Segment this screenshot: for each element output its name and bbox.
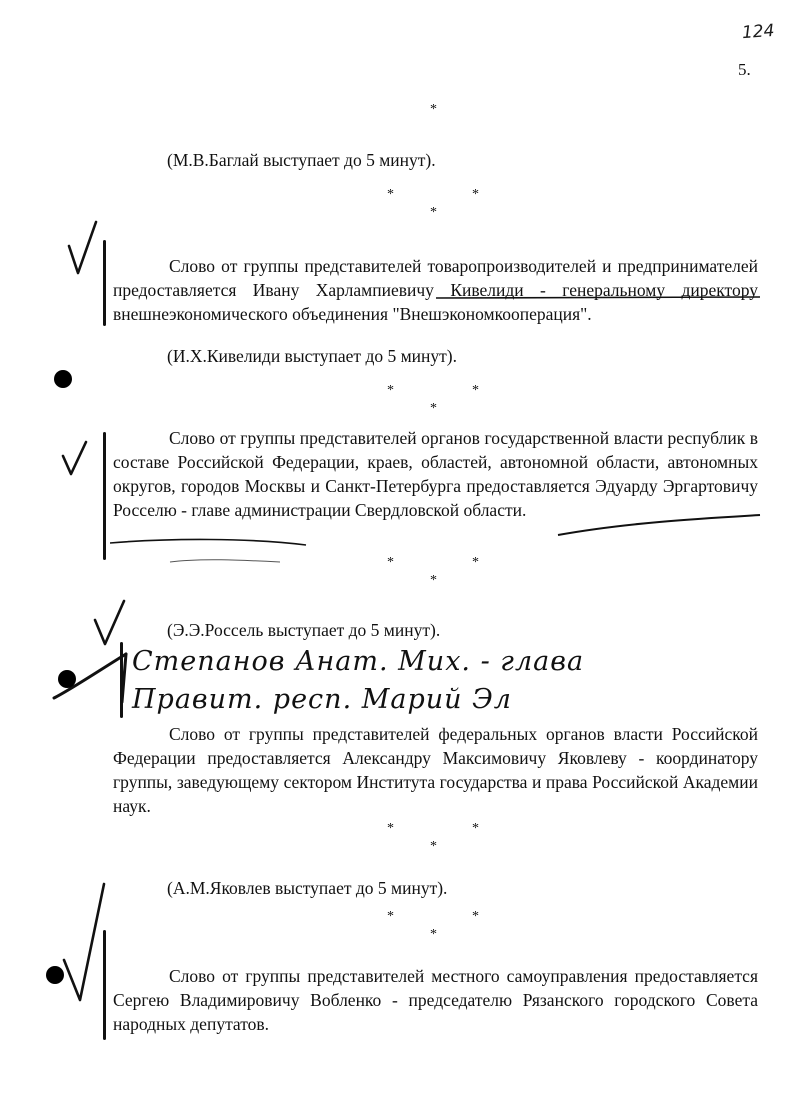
asterisk: * (430, 573, 437, 588)
handwritten-line: Степанов Анат. Мих. - глава (132, 646, 585, 677)
asterisk: * (472, 383, 479, 398)
asterisk: * (387, 383, 394, 398)
asterisk: * (430, 102, 437, 117)
asterisk: * (387, 821, 394, 836)
note-yakovlev: (А.М.Яковлев выступает до 5 минут). (167, 878, 448, 898)
asterisk: * (430, 839, 437, 854)
margin-bracket (120, 642, 123, 718)
page-number: 5. (738, 60, 751, 79)
speech-kivelidi: Слово от группы представителей товаропроизводителей и предпринимателей предоставляется Ивану Харлампиевичу Кивелиди - генеральному директору внешнеэкономического объединения "Внешэкономкооперация". (113, 256, 758, 324)
ink-blot (54, 370, 72, 388)
note-baglai: (М.В.Баглай выступает до 5 минут). (167, 150, 436, 170)
ink-underline (434, 294, 764, 302)
margin-bracket (103, 432, 106, 560)
asterisk: * (472, 909, 479, 924)
asterisk: * (430, 401, 437, 416)
asterisk: * (387, 187, 394, 202)
checkmark-icon (60, 438, 90, 478)
asterisk: * (430, 927, 437, 942)
speech-rossel: Слово от группы представителей органов государственной власти республик в составе Российской Федерации, краев, областей, автономной области, автономных округов, городов Москвы и Санкт-Петербурга предоставляется Эдуарду Эргартовичу Росселю - главе администрации Свердловской области. (113, 428, 758, 520)
asterisk-separator (360, 910, 480, 950)
asterisk-separator (360, 556, 480, 596)
handwritten-line: Правит. респ. Марий Эл (132, 684, 512, 715)
note-kivelidi: (И.Х.Кивелиди выступает до 5 минут). (167, 346, 457, 366)
asterisk: * (387, 909, 394, 924)
asterisk-separator (360, 188, 480, 228)
asterisk: * (430, 205, 437, 220)
margin-bracket (103, 240, 106, 326)
asterisk: * (472, 555, 479, 570)
note-rossel: (Э.Э.Россель выступает до 5 минут). (167, 620, 441, 640)
asterisk-separator (360, 384, 480, 424)
asterisk: * (472, 821, 479, 836)
asterisk-separator (360, 822, 480, 862)
margin-bracket (103, 930, 106, 1040)
asterisk: * (472, 187, 479, 202)
speech-voblenko: Слово от группы представителей местного самоуправления предоставляется Сергею Владимировичу Вобленко - председателю Рязанского городского Совета народных депутатов. (113, 966, 758, 1034)
checkmark-icon (66, 218, 100, 278)
archive-page-mark: 124 (741, 20, 776, 44)
asterisk: * (387, 555, 394, 570)
asterisk-separator (360, 103, 480, 143)
ink-blot (46, 966, 64, 984)
ink-blot (58, 670, 76, 688)
speech-yakovlev: Слово от группы представителей федеральных органов власти Российской Федерации предоставляется Александру Максимовичу Яковлеву - координатору группы, заведующему сектором Института государства и права Российской Академии наук. (113, 724, 758, 816)
handwritten-note (128, 640, 758, 720)
